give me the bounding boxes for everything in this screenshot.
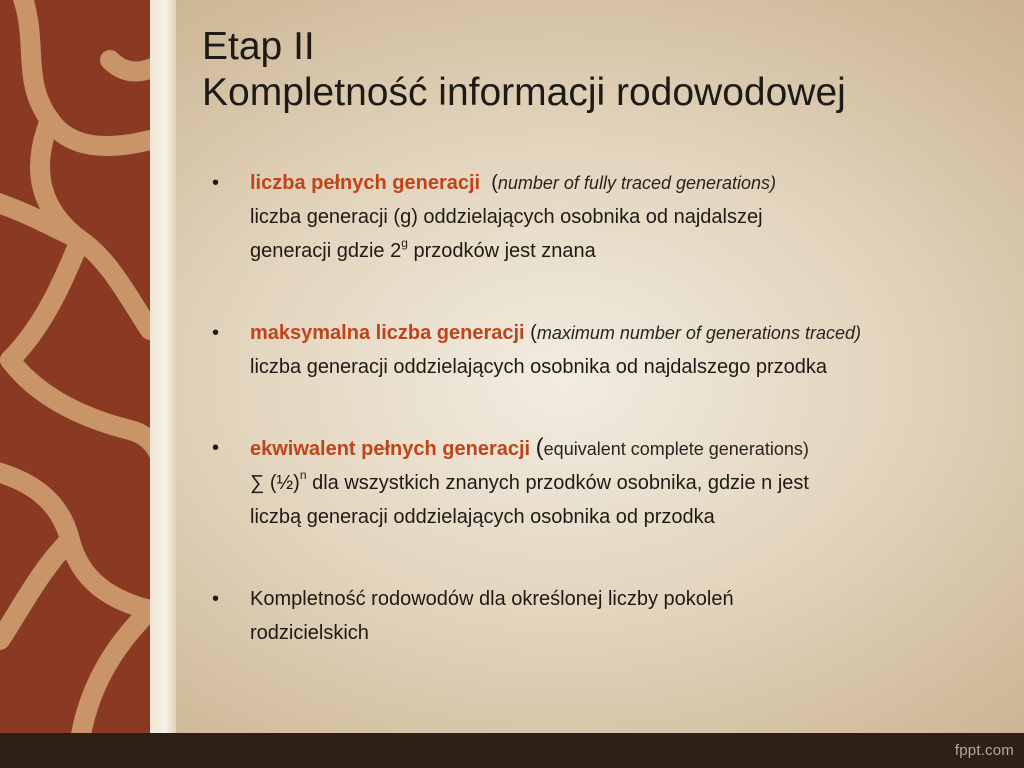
term: liczba pełnych generacji: [250, 172, 481, 194]
description-line: [250, 234, 1020, 268]
description-line: rodzicielskich: [250, 622, 369, 644]
superscript: g: [401, 236, 408, 251]
description-line: liczba generacji oddzielających osobnika od najdalszego przodka: [250, 356, 828, 378]
description-line: liczbą generacji oddzielających osobnika od przodka: [250, 506, 715, 528]
open-paren: (: [491, 172, 498, 194]
description-line: [250, 466, 1020, 500]
bullet-1-heading: [250, 166, 1020, 200]
title-line-2: Kompletność informacji rodowodowej: [202, 71, 846, 114]
bullet-marker: •: [212, 588, 220, 610]
bullet-marker: •: [212, 437, 220, 459]
formula-text: ∑ (½): [250, 472, 300, 494]
description-text: dla wszystkich znanych przodków osobnika, gdzie n jest: [306, 472, 809, 494]
bullet-2-heading: [250, 316, 1020, 350]
pattern-edge: [150, 0, 176, 733]
footer-brand: fppt.com: [954, 742, 1014, 759]
term: ekwiwalent pełnych generacji: [250, 438, 531, 460]
bullet-marker: •: [212, 172, 220, 194]
description-line: Kompletność rodowodów dla określonej liczby pokoleń: [250, 588, 734, 610]
superscript: n: [299, 468, 307, 483]
title-line-1: Etap II: [202, 25, 315, 68]
english-term: number of fully traced generations): [497, 173, 777, 193]
description-line: liczba generacji (g) oddzielających osobnika od najdalszej: [250, 206, 763, 228]
bullet-3-heading: [250, 431, 1020, 466]
open-paren: (: [530, 322, 537, 344]
bullet-marker: •: [212, 322, 220, 344]
footer-bar: [0, 733, 1024, 768]
open-paren: (: [535, 434, 544, 461]
description-text: generacji gdzie 2: [250, 240, 402, 262]
english-term: equivalent complete generations): [543, 439, 809, 459]
description-text: przodków jest znana: [407, 240, 596, 262]
english-term: maximum number of generations traced): [536, 323, 861, 343]
term: maksymalna liczba generacji: [250, 322, 525, 344]
slide-title: [202, 24, 1012, 116]
